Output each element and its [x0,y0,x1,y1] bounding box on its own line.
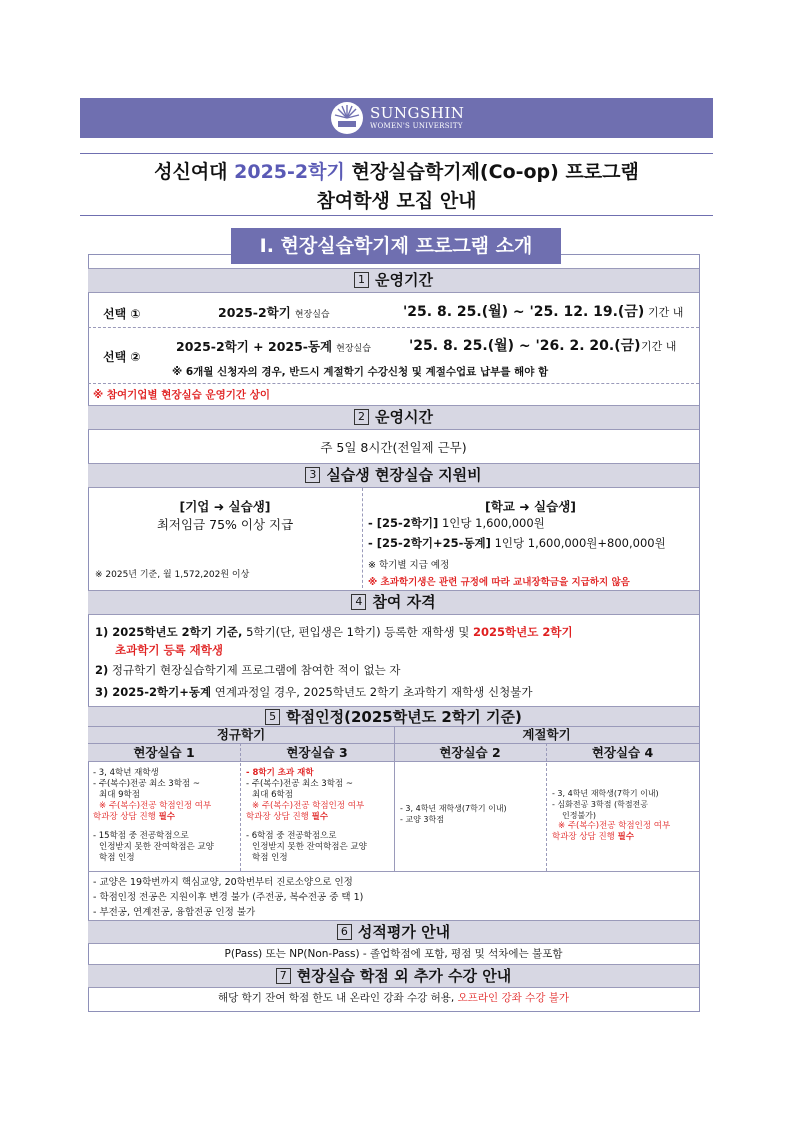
section-number: 1 [354,272,369,288]
school-item-1: - [25-2학기] 1인당 1,600,000원 [368,516,545,530]
cell-line: 학과장 상담 진행 [246,812,312,822]
option2-term-text: 2025-2학기 + 2025-동계 [176,339,333,354]
school-note: ※ 학기별 지급 예정 [368,560,450,571]
option2-kind: 현장실습 [336,344,371,354]
heading-credit [88,706,699,728]
cell-line: 인정받지 못한 잔여학점은 교양 [252,842,367,852]
heading-text: 학점인정(2025학년도 2학기 기준) [286,708,522,726]
cell-line: ※ 주(복수)전공 학점인정 여부 [99,801,212,811]
section-title: Ⅰ. 현장실습학기제 프로그램 소개 [231,228,561,264]
cell-line: - 3, 4학년 재학생(7학기 이내) [552,789,659,798]
section-number: 2 [354,409,369,425]
cell-line: 최대 9학점 [99,790,140,800]
cell-line: ※ 주(복수)전공 학점인정 여부 [558,821,671,831]
heading-grading [88,920,699,944]
cell-line: 학과장 상담 진행 [552,832,618,842]
eligibility-3-b: 연계과정일 경우, 2025학년도 2학기 초과학기 재학생 신청불가 [211,685,533,699]
divider [88,871,699,872]
column-divider [394,726,395,871]
cell-line: 최대 6학점 [252,790,293,800]
cell-line-required: 필수 [158,812,176,822]
eligibility-3-a: 3) 2025-2학기+동계 [95,685,212,699]
heading-extra-courses [88,964,699,988]
title-rule-top [80,153,713,154]
title-rule-bottom [80,215,713,216]
school-item-2-value: 1인당 1,600,000원+800,000원 [494,536,666,550]
eligibility-1-b: 5학기(단, 편입생은 1학기) 등록한 재학생 및 [242,625,474,639]
cell-line: 인정받지 못한 잔여학점은 교양 [99,842,214,852]
operation-hours-text: 주 5일 8시간(전일제 근무) [320,440,467,455]
cell-line: - 3, 4학년 재학생 [93,768,159,778]
credit-cell-1 [93,768,214,864]
company-note: ※ 2025년 기준, 월 1,572,202원 이상 [95,570,250,580]
heading-eligibility [88,590,699,615]
column-divider [546,743,547,871]
option1-period: '25. 8. 25.(월) ~ '25. 12. 19.(금) [403,304,645,320]
eligibility-1-c: 2025학년도 2학기 [473,625,573,639]
title-suffix: 현장실습학기제(Co-op) 프로그램 [344,161,639,183]
divider [88,327,699,328]
column-divider [240,743,241,871]
heading-operation-period [88,268,699,293]
title-prefix: 성신여대 [154,161,235,183]
cell-line: 학과장 상담 진행 [93,812,159,822]
credit-note-1: - 교양은 19학번까지 핵심교양, 20학번부터 진로소양으로 인정 [93,877,353,888]
heading-allowance [88,463,699,488]
heading-text: 실습생 현장실습 지원비 [326,466,482,484]
section-number: 4 [351,594,366,610]
cell-line: - 심화전공 3학점 (학점전공 [552,800,649,809]
extra-courses-text [88,990,699,1005]
cell-line-required: 필수 [617,832,635,842]
school-item-1-label: [25-2학기] [376,516,439,530]
company-heading: [기업 ➜ 실습생] [179,499,271,514]
heading-text: 운영시간 [375,408,433,426]
school-warning: ※ 초과학기생은 관련 규정에 따라 교내장학금을 지급하지 않음 [368,577,630,588]
option1-kind: 현장실습 [294,310,330,320]
extra-courses-restriction: 오프라인 강좌 수강 불가 [457,992,570,1004]
credit-note-2: - 학점인정 전공은 지원이후 변경 불가 (주전공, 복수전공 중 택 1) [93,892,364,903]
section-number: 5 [265,709,280,725]
eligibility-2-b: 정규학기 현장실습학기제 프로그램에 참여한 적이 없는 자 [108,663,401,677]
regular-semester-header: 정규학기 [88,726,394,744]
cell-line: ※ 주(복수)전공 학점인정 여부 [252,801,365,811]
divider [88,383,699,384]
cell-line: - 15학점 중 전공학점으로 [93,831,189,841]
cell-line: - 8학기 초과 재학 [246,768,314,778]
option2-term [176,337,371,355]
logo-subtitle: WOMEN'S UNIVERSITY [370,122,463,130]
heading-text: 현장실습 학점 외 추가 수강 안내 [296,967,512,985]
period-warning: ※ 참여기업별 현장실습 운영기간 상이 [93,389,270,401]
heading-text: 참여 자격 [372,593,436,611]
cell-line: 학점 인정 [252,853,288,863]
title-term: 2025-2학기 [234,161,345,183]
university-logo [330,101,470,135]
cell-line: - 6학점 중 전공학점으로 [246,831,337,841]
heading-operation-hours [88,405,699,430]
option1-label: 선택 ① [103,307,141,321]
page-title [80,157,713,184]
cell-line: - 주(복수)전공 최소 3학점 ~ [246,779,353,789]
cell-line: 인정불가) [562,811,597,820]
school-item-2: - [25-2학기+25-동계] 1인당 1,600,000원+800,000원 [368,536,666,550]
option1-term-text: 2025-2학기 [218,305,291,320]
eligibility-2-a: 2) [95,663,109,677]
season-semester-header: 계절학기 [394,726,699,744]
credit-cell-2 [400,803,507,825]
eligibility-1-d: 초과학기 등록 재학생 [115,643,223,657]
school-heading: [학교 ➜ 실습생] [485,499,576,514]
eligibility-item-2 [95,662,400,678]
option1-term [218,303,330,321]
extra-courses-allowed: 해당 학기 잔여 학점 한도 내 온라인 강좌 수강 허용, [217,992,458,1004]
col-header-1: 현장실습 1 [88,743,240,762]
cell-line: 학점 인정 [99,853,135,863]
heading-text: 성적평가 안내 [357,923,451,941]
heading-text: 운영기간 [375,271,433,289]
eligibility-item-3 [95,684,532,700]
section-number: 3 [305,467,320,483]
option2-label: 선택 ② [103,350,141,364]
school-item-1-value: 1인당 1,600,000원 [441,516,545,530]
section-number: 6 [337,924,352,940]
grading-text: P(Pass) 또는 NP(Non-Pass) - 졸업학점에 포함, 평점 및 석차에는 불포함 [224,948,563,960]
logo-name: SUNGSHIN [370,104,465,122]
col-header-4: 현장실습 4 [546,743,699,762]
cell-line: - 교양 3학점 [400,815,444,824]
section-number: 7 [276,968,291,984]
credit-cell-4 [552,788,670,843]
eligibility-1-a: 1) 2025학년도 2학기 기준, [95,625,243,639]
page-subtitle: 참여학생 모집 안내 [316,190,477,212]
company-text: 최저임금 75% 이상 지급 [156,517,294,532]
option1-suffix: 기간 내 [648,306,684,319]
option2-suffix: 기간 내 [641,340,677,353]
cell-line: - 3, 4학년 재학생(7학기 이내) [400,804,507,813]
school-item-2-label: [25-2학기+25-동계] [376,536,491,550]
col-header-2: 현장실습 2 [394,743,546,762]
eligibility-item-1 [95,624,573,640]
option2-period: '25. 8. 25.(월) ~ '26. 2. 20.(금) [409,338,641,354]
credit-cell-3 [246,768,367,864]
option2-note: ※ 6개월 신청자의 경우, 반드시 계절학기 수강신청 및 계절수업료 납부를 해야 함 [172,366,549,378]
cell-line-required: 필수 [311,812,329,822]
cell-line: - 주(복수)전공 최소 3학점 ~ [93,779,200,789]
col-header-3: 현장실습 3 [240,743,394,762]
university-seal-icon [330,101,364,135]
credit-note-3: - 부전공, 연계전공, 융합전공 인정 불가 [93,907,256,918]
